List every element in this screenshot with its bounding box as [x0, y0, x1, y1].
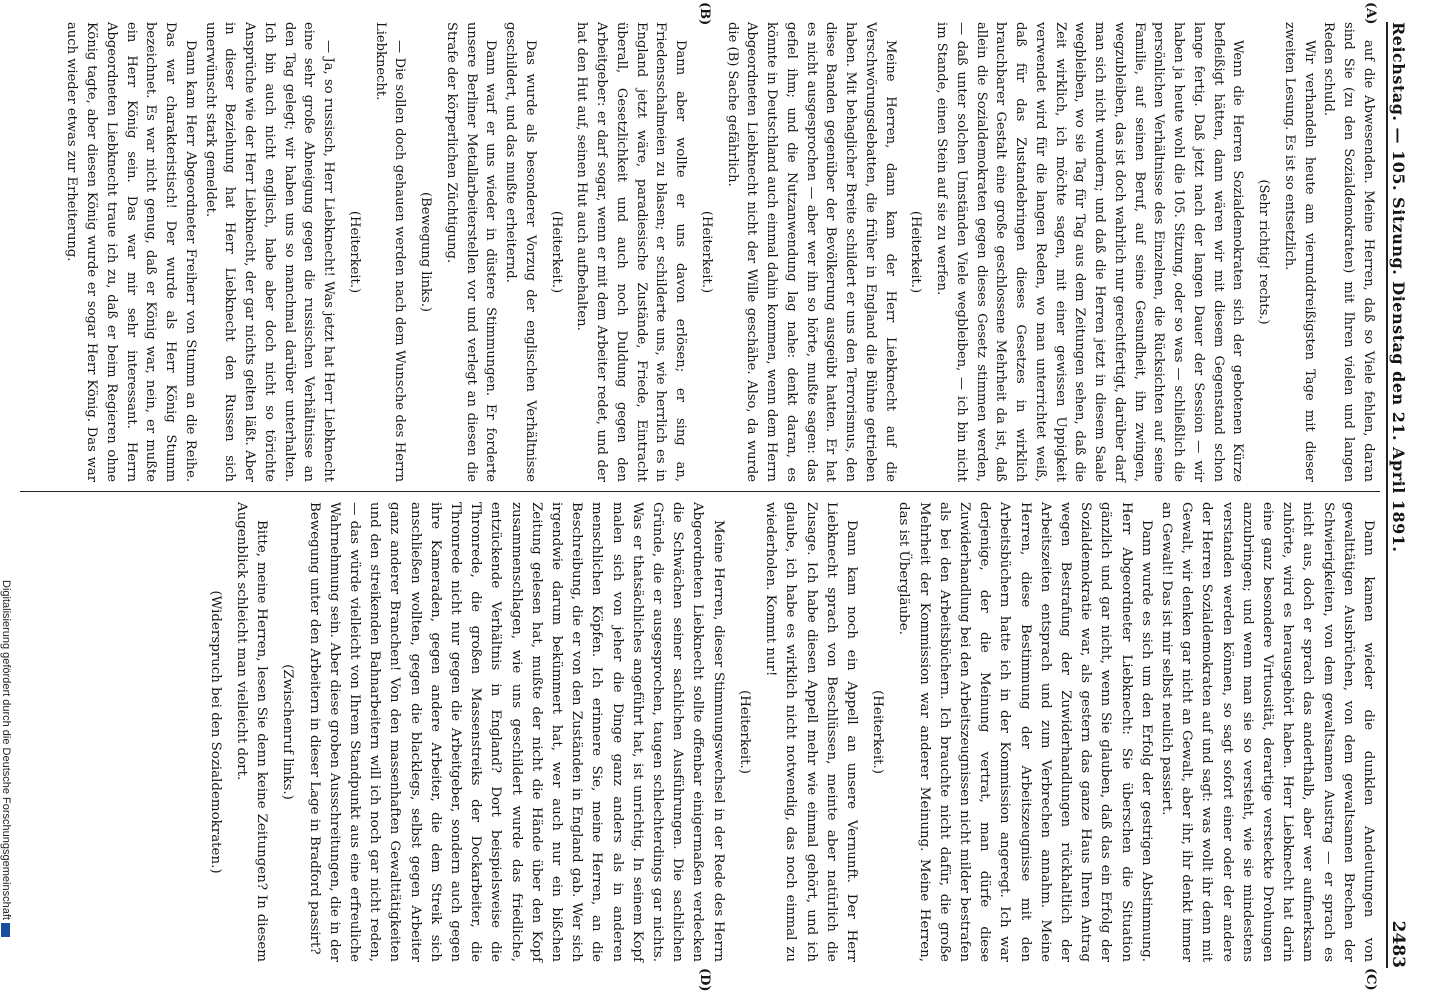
- interjection: (Heiterkeit.): [548, 210, 564, 294]
- right-column: [199, 502, 1378, 962]
- paragraph: Das wurde als besonderer Vorzug der englischen Verhältnisse geschildert, und das mußte erheiternd.: [503, 22, 538, 482]
- header-rule: [1386, 22, 1388, 968]
- interjection: (Heiterkeit.): [870, 690, 886, 774]
- interjection: (Bewegung links.): [418, 192, 434, 312]
- left-column: [62, 22, 1378, 482]
- margin-marker-b: (B): [697, 2, 712, 26]
- interjection: (Sehr richtig! rechts.): [1256, 179, 1272, 325]
- paragraph: Dann kamen wieder die dunklen Andeutungen von gewalttätigen Ausbrüchen, von dem gewaltsamen Brechen der Schwierigkeiten, von dem gewaltsamen Austrag — er sprach es nicht aus, doch er sprach das anderthalb, aber wer aufmerksam zuhörte, wird es herausgehört haben. Herr Liebknecht hat darin eine ganz besondere Virtuosität, derartige versteckte Drohungen anzubringen; und wenn man sie so versteht, wie sie mindestens verstanden werden können, so sagt sofort einer oder der andere der Herren Sozialdemokraten auf und sagt: was wollt ihr denn mit Gewalt, wir denken gar nicht an Gewalt, aber ihr, ihr denkt immer an Gewalt! Das ist mir selbst neulich passiert.: [1158, 502, 1376, 962]
- interjection: (Widerspruch bei den Sozialdemokraten.): [207, 590, 223, 874]
- paragraph: Dann aber wollte er uns davon erlösen; er sing an, Friedensschalmeien zu blasen; er schilderte uns, wie herrlich es in England jetzt wäre, paradiesische Zustände, Friede, Eintracht überall, Gesetzlichkeit und auch noch Duldung gegen den Arbeitgeber: er darf sogar, wenn er mit dem Arbeiter redet, und der hat den Hut auf, seinen Hut auch aufbehalten.: [574, 22, 689, 482]
- interjection: (Heiterkeit.): [908, 210, 924, 294]
- dfg-logo: [1, 923, 10, 937]
- paragraph: auf die Abwesenden. Meine Herren, daß so Viele fehlen, daran sind Sie (zu den Sozialdemokraten) mit Ihren vielen und langen Reden schuld.: [1321, 22, 1376, 482]
- column-divider: [20, 491, 1380, 492]
- paragraph: Dann warf er uns wieder in düstere Stimmungen. Er forderte unsere Berliner Metallarbeiterstellen vor und verlegt an diesen die Strafe der körperlichen Züchtigung.: [444, 22, 499, 482]
- paragraph: Dann wurde es sich um den Erfolg der gestrigen Abstimmung. Herr Abgeordneter Liebknecht: Sie überschen die Situation gänzlich und gar nicht, wenn Sie glauben, daß das ein Erfolg der Sozialdemokratie war, als gestern das ganze Haus Ihren Antrag wegen Bestrafung der Zuwiderhandlungen rückhaltlich der Arbeitszeiten entsprach und zum Verbrechen annahm. Meine Herren, diese Bestimmung der Arbeitszeugnisse mit den Arbeitsbüchern hatte ich in der Kommission angeregt. Ich war derjenige, der die Meinung vertrat, man dürfe diese Zuwiderhandlung bei den Arbeitszeugnissen nicht milder bestrafen als bei den Arbeitsbüchern. Ich brauchte nicht dafür, die große Mehrheit der Kommission war anderer Meinung. Meine Herren, das ist Übergläube.: [896, 502, 1154, 962]
- page-header: [1384, 22, 1420, 968]
- header-title: Reichstag. — 105. Sitzung. Dienstag den 21. April 1891.: [1389, 22, 1408, 553]
- interjection: (Heiterkeit.): [699, 210, 714, 294]
- footer-credit: [0, 580, 12, 941]
- paragraph: — Ja, so russisch, Herr Liebknecht! Was jetzt hat Herr Liebknecht eine sehr große Abneigung gegen die russischen Verhältnisse an den Tag gelegt; wir haben uns so manchmal darüber unterhalten. Ich bin auch nicht englisch, habe aber doch nicht so törichte Ansprüche wie der Herr Liebknecht, der gar nichts gelten läßt. Aber in dieser Beziehung hat Herr Liebknecht den Russen sich unerwünscht stark gemeldet.: [202, 22, 337, 482]
- interjection: (Heiterkeit.): [736, 690, 752, 774]
- paragraph: Wir verhandeln heute am vierunddreißigsten Tage mit dieser zweiten Lesung. Es ist so entsetzlich.: [1282, 22, 1317, 482]
- paragraph: Dann kam Herr Abgeordneter Freiherr von Stumm an die Reihe. Das war charakteristisch! Der wurde als Herr König Stumm bezeichnet. Es war nicht genug, daß er König war, nein, er mußte ein Herr König sein. Das war mir sehr interessant. Herrn Abgeordneten Liebknecht traue ich zu, daß er beim Regieren ohne König tagte, aber diesen König wurde er sogar Herr König. Das war auch wieder etwas zur Erheiterung.: [64, 22, 198, 482]
- paragraph: Wenn die Herren Sozialdemokraten sich der gebotenen Kürze befleißigt hätten, dann wären wir mit diesem Gegenstand schon lange fertig. Daß jetzt nach der langen Dauer der Session — wir haben ja heute wohl die 105. Sitzung, oder so was — schließlich die persönlichen Verhältnisse des Einzelnen, die Rücksichten auf seine Familie, auf seinen Beruf, auf seine Gesundheit, ihn zwingen, wegzubleiben, das ist doch wahrlich nur gerechtfertigt, darüber darf man sich nicht wundern; und daß die Herren jetzt in diesem Saale wegbleiben, wo sie Tag für Tag aus dem Zeitungen sehen, daß die Zeit wirklich, ich möchte sagen, mit einer gewissen Uppigkeit verwendet wird für die langen Reden, wo man unterrichtet weiß, daß für das Zustandebringen dieses Gesetzes in wirklich brauchbarer Gestalt eine große geschlossene Mehrheit da ist, daß allein die Sozialdemokraten gegen dieses Gesetz stimmen werden, — daß unter solchen Umständen Viele wegbleiben, — ich bin nicht im Stande, einen Stein auf sie zu werfen.: [934, 22, 1246, 482]
- paragraph: Bitte, meine Herren, lesen Sie denn keine Zeitungen? In diesem Augenblick schleicht man vielleicht dort.: [234, 502, 270, 962]
- paragraph: Meine Herren, dieser Stimmungswechsel in der Rede des Herrn Abgeordneten Liebknecht sollte offenbar einigermaßen verdecken die Schwächen seiner sachlichen Ausführungen. Die sachlichen Gründe, die er ausgesprochen, taugen schlechterdings gar nichts. Was er thatsächliches angeführt hat, ist unrichtig. In seinem Kopf malen sich von jeher die Dinge ganz anders als in anderen menschlichen Köpfen. Ich erinnere Sie, meine Herren, an die Beschreibung, die er von den Zuständen in England gab. Wer sich irgendwie darum bekümmert hat, wer auch nur ein bißchen Zeitung gelesen hat, mußte der nicht die Hände über den Kopf zusammenschlagen, wie uns geschildert wurde das friedliche, entzückende Verhältnis in England? Dort beispielsweise die Thronrede, die großen Massenstreiks der Dockarbeiter, die Thronrede nicht nur gegen die Arbeitgeber, sondern auch gegen ihre Kameraden, gegen andere Arbeiter, die dem Streik sich anschließen wollten, gegen die blacklegs, selbst gegen Arbeiter ganz anderer Branchen! Von den massenhaften Gewalttätigkeiten und den streikenden Bahnarbeitern will ich noch gar nicht reden, — das würde vielleicht von Ihrem Standpunkt aus eine erfreuliche Wahrnehmung sein. Aber diese groben Ausschreitungen, die in der Bewegung unter den Arbeitern in dieser Lage in Bradford passirt?: [306, 502, 726, 962]
- paragraph: Dann kam noch ein Appell an unsere Vernunft. Der Herr Liebknecht sprach von Beschlüssen, meinte aber natürlich die Zusage. Ich habe diesen Appell mehr wie einmal gehört, und ich glaube, ich habe es wirklich nicht notwendig, das noch einmal zu wiederholen. Kommt nur!: [763, 502, 859, 962]
- margin-marker-c: (C): [1363, 968, 1378, 991]
- interjection: (Heiterkeit.): [347, 210, 362, 294]
- footer-text: Digitalisierung gefördert durch die Deutsche Forschungsgemeinschaft: [0, 580, 12, 920]
- paragraph: — Die sollen doch gehauen werden nach dem Wunsche des Herrn Liebknecht.: [372, 22, 408, 482]
- margin-marker-d: (D): [697, 968, 712, 992]
- margin-marker-a: (A): [1363, 2, 1378, 25]
- paragraph: Meine Herren, dann kam der Herr Liebknecht auf die Verschwörungsdebatten, die früher in England die Bühne getrieben haben. Mit behaglicher Breite schildert er uns den Terrorismus, den diese Banden gegenüber der Bevölkerung ausgeübt hatten. Er hat es nicht ausgesprochen — aber wer ihn so hörte, mußte sagen: das gefiel ihm; und die Nutzanwendung lag nahe: denkt daran, es könnte in Deutschland auch einmal dahin kommen, wenn dem Herrn Abgeordneten Liebknecht nicht der Wille geschähe. Also, da wurde die (B) Sache gefährlich.: [724, 22, 898, 482]
- interjection: (Zwischenruf links.): [280, 664, 296, 800]
- page-number: 2483: [1388, 920, 1408, 968]
